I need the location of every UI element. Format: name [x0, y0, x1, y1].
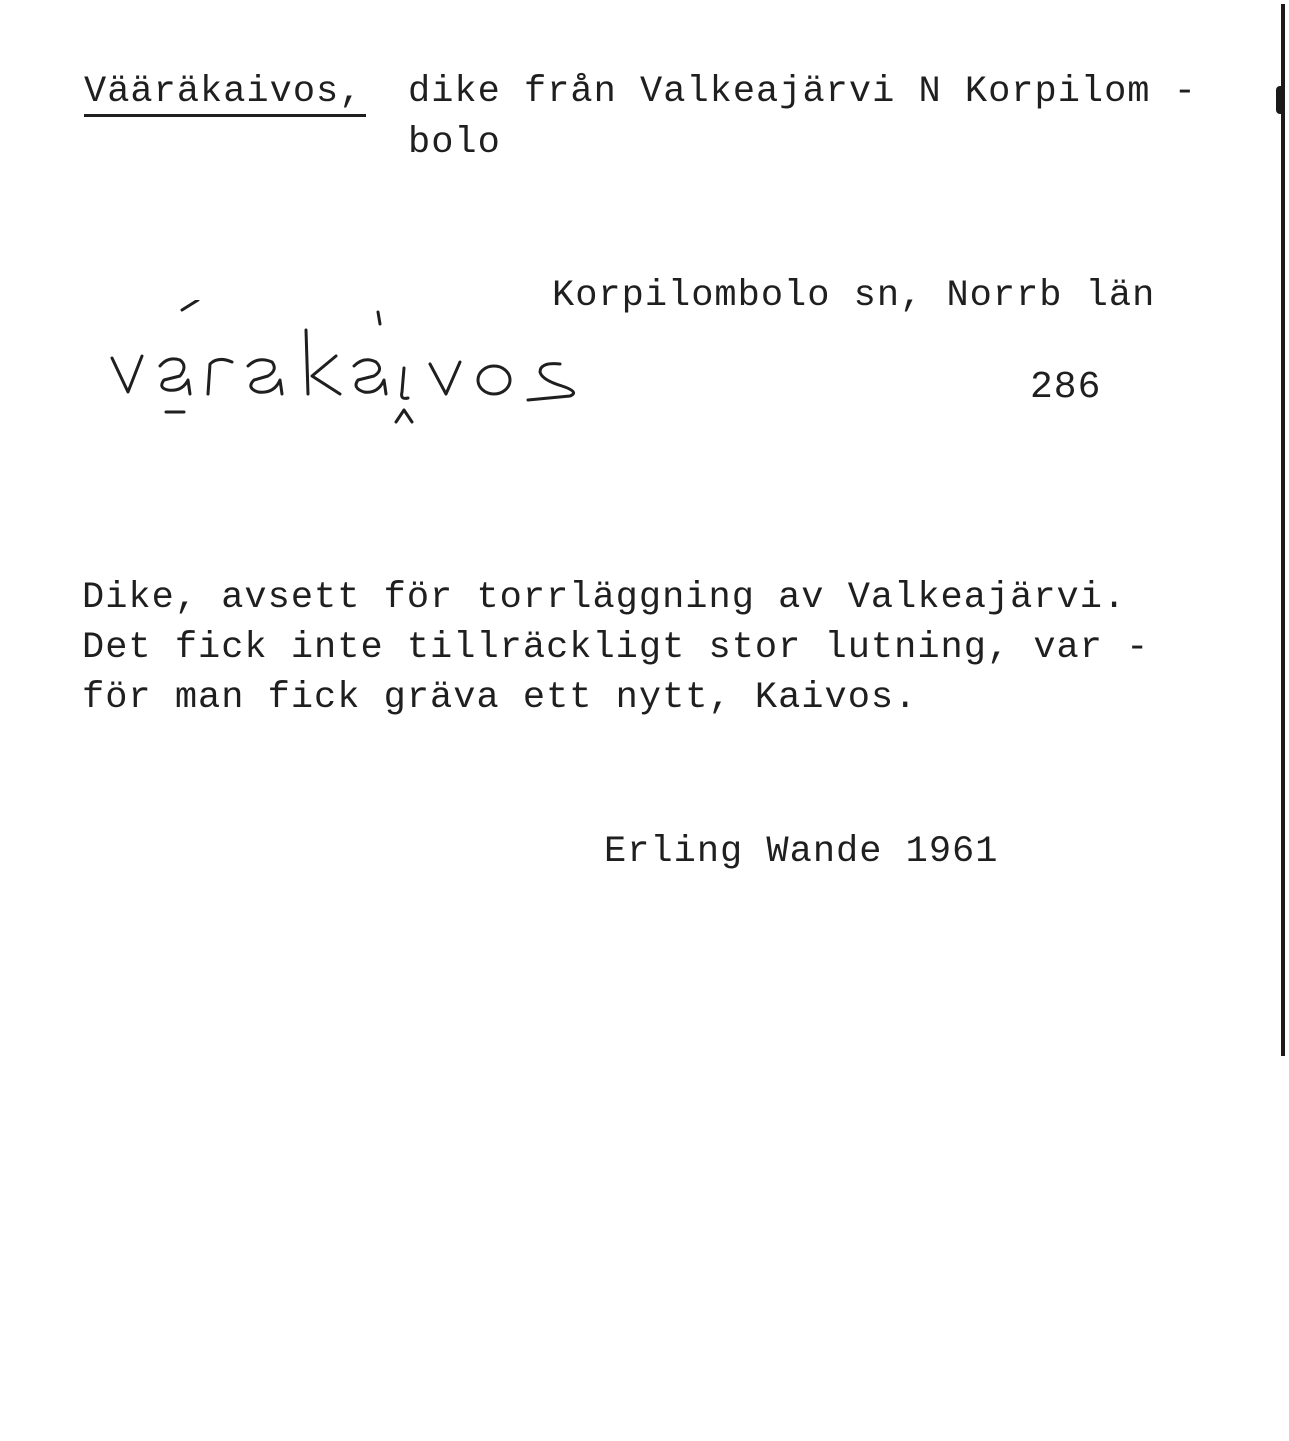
card-edge-line: [1281, 4, 1285, 1056]
definition-line-2: bolo: [408, 122, 501, 164]
headword-comma: ,: [339, 71, 363, 113]
description-line-1: Dike, avsett för torrläggning av Valkeajärvi.: [82, 577, 1127, 619]
handwritten-pronunciation: [108, 300, 628, 430]
description-line-2: Det fick inte tillräckligt stor lutning, var -: [82, 627, 1150, 669]
card-number: 286: [1030, 366, 1102, 409]
headword-text: Vääräkaivos: [84, 71, 340, 113]
headword-underline: [84, 114, 366, 117]
location-label: Korpilombolo sn, Norrb län: [552, 275, 1156, 317]
signature: Erling Wande 1961: [604, 831, 999, 873]
headword: [84, 70, 362, 114]
description-line-3: för man fick gräva ett nytt, Kaivos.: [82, 677, 918, 719]
definition-line-1: dike från Valkeajärvi N Korpilom -: [408, 71, 1197, 113]
card-edge-mark: [1276, 86, 1285, 114]
